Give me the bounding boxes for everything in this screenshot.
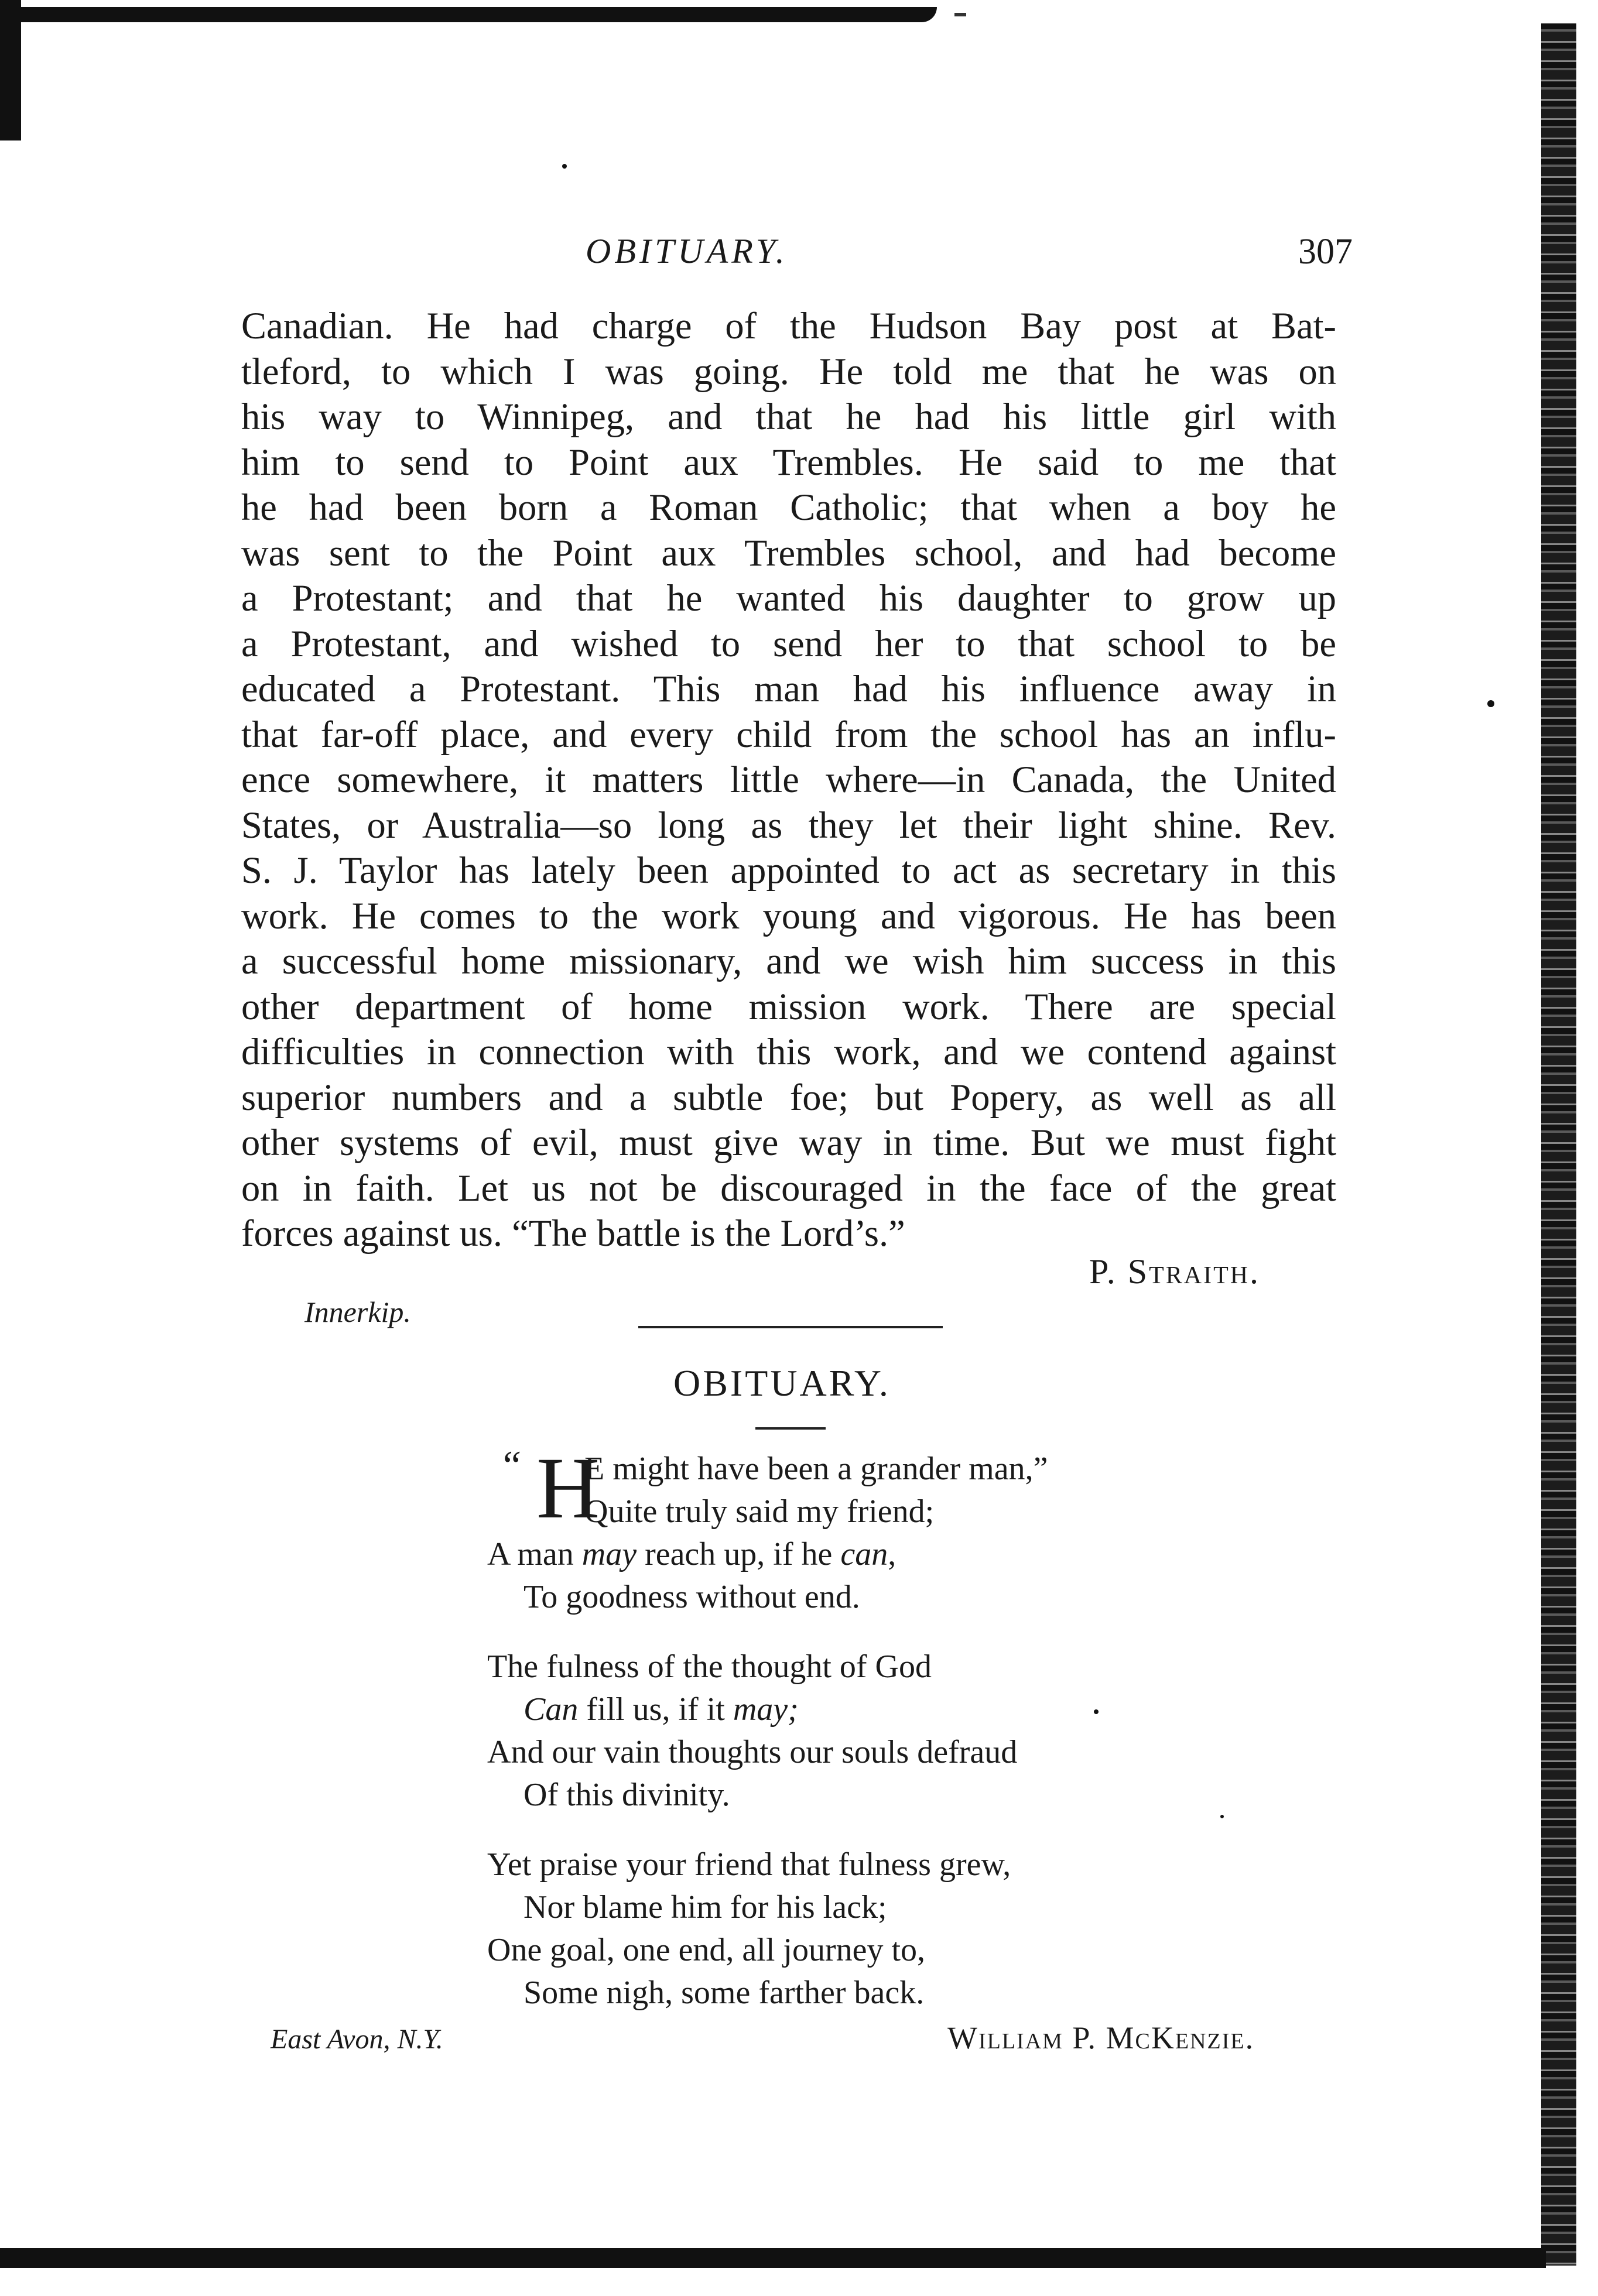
poem-stanza — [487, 1646, 1190, 1817]
scan-border-corner — [0, 0, 21, 140]
poem-line: To goodness without end. — [523, 1579, 860, 1615]
title-rule — [755, 1427, 826, 1430]
article-line: he had been born a Roman Catholic; that when a boy he — [241, 486, 1336, 528]
article-line: a Protestant, and wished to send her to that school to be — [241, 622, 1336, 664]
poem-text: reach up, if he — [637, 1536, 841, 1572]
article-line: other department of home mission work. There are special — [241, 985, 1336, 1027]
scan-border-right — [1541, 23, 1576, 2266]
poem-line: Nor blame him for his lack; — [523, 1889, 887, 1925]
article-line: that far-off place, and every child from the school has an influ- — [241, 713, 1336, 755]
article-line: forces against us. “The battle is the Lord’s.” — [241, 1212, 905, 1254]
article-line: a Protestant; and that he wanted his daughter to grow up — [241, 577, 1336, 619]
poem-line-text: E might have been a grander man,” — [584, 1451, 1048, 1487]
article-line: ence somewhere, it matters little where—in Canada, the United — [241, 759, 1336, 800]
poem-emphasis: can — [840, 1536, 888, 1572]
article-signature: P. Straith. — [1089, 1252, 1261, 1291]
article-line: him to send to Point aux Trembles. He said to me that — [241, 441, 1336, 483]
article-line: his way to Winnipeg, and that he had his little girl with — [241, 396, 1336, 437]
poem-line: Yet praise your friend that fulness grew, — [487, 1846, 1011, 1883]
drop-cap: H — [536, 1440, 600, 1537]
article-line: superior numbers and a subtle foe; but Popery, as well as all — [241, 1076, 1336, 1118]
running-title: OBITUARY. — [586, 232, 788, 270]
poem-line: Quite truly said my friend; — [584, 1493, 935, 1530]
article-line: was sent to the Point aux Trembles school, and had become — [241, 532, 1336, 574]
section-divider — [638, 1326, 943, 1328]
poem-line — [487, 1533, 1190, 1576]
poem-line: Some nigh, some farther back. — [523, 1975, 925, 2011]
article-line: other systems of evil, must give way in time. But we must fight — [241, 1122, 1336, 1163]
poem-title: OBITUARY. — [673, 1362, 891, 1404]
article-place: Innerkip. — [304, 1296, 411, 1328]
article-line: on in faith. Let us not be discouraged in the face of the great — [241, 1167, 1336, 1209]
poem-emphasis: may — [581, 1536, 637, 1572]
poem-byline: William P. McKenzie. — [947, 2020, 1255, 2055]
poem-text: fill us, if it — [578, 1691, 733, 1728]
poem-stanza — [487, 1843, 1190, 2014]
article-line: difficulties in connection with this work, and we contend against — [241, 1031, 1336, 1072]
article-line: educated a Protestant. This man had his influence away in — [241, 668, 1336, 710]
poem-emphasis: Can — [523, 1691, 579, 1728]
scan-border-bottom — [0, 2248, 1546, 2268]
poem-text: , — [888, 1536, 896, 1572]
opening-quote: “ — [499, 1443, 522, 1488]
poem-line: The fulness of the thought of God — [487, 1649, 932, 1685]
poem-text: A man — [487, 1536, 582, 1572]
page-number: 307 — [1298, 232, 1353, 272]
scan-speck — [1487, 700, 1494, 707]
article-line: tleford, to which I was going. He told me that he was on — [241, 350, 1336, 392]
poem-emphasis: may; — [733, 1691, 799, 1728]
article-line: a successful home missionary, and we wish him success in this — [241, 940, 1336, 982]
poem-place: East Avon, N.Y. — [271, 2024, 443, 2055]
poem-line: Of this divinity. — [523, 1777, 730, 1813]
article-line: S. J. Taylor has lately been appointed to act as secretary in this — [241, 849, 1336, 891]
article-line: States, or Australia—so long as they let their light shine. Rev. — [241, 804, 1336, 846]
poem-line: And our vain thoughts our souls defraud — [487, 1734, 1018, 1770]
scan-border-fragment — [954, 13, 966, 16]
article-body — [241, 303, 1336, 1256]
scan-border-top — [0, 7, 937, 22]
poem-stanza — [487, 1440, 1190, 1619]
article-line: work. He comes to the work young and vigorous. He has been — [241, 895, 1336, 937]
scan-speck — [562, 164, 567, 169]
article-line: Canadian. He had charge of the Hudson Bay post at Bat- — [241, 305, 1336, 347]
scan-speck — [1220, 1815, 1224, 1818]
poem-line — [487, 1688, 1190, 1731]
poem-body — [487, 1440, 1190, 2041]
poem-line: One goal, one end, all journey to, — [487, 1932, 926, 1968]
